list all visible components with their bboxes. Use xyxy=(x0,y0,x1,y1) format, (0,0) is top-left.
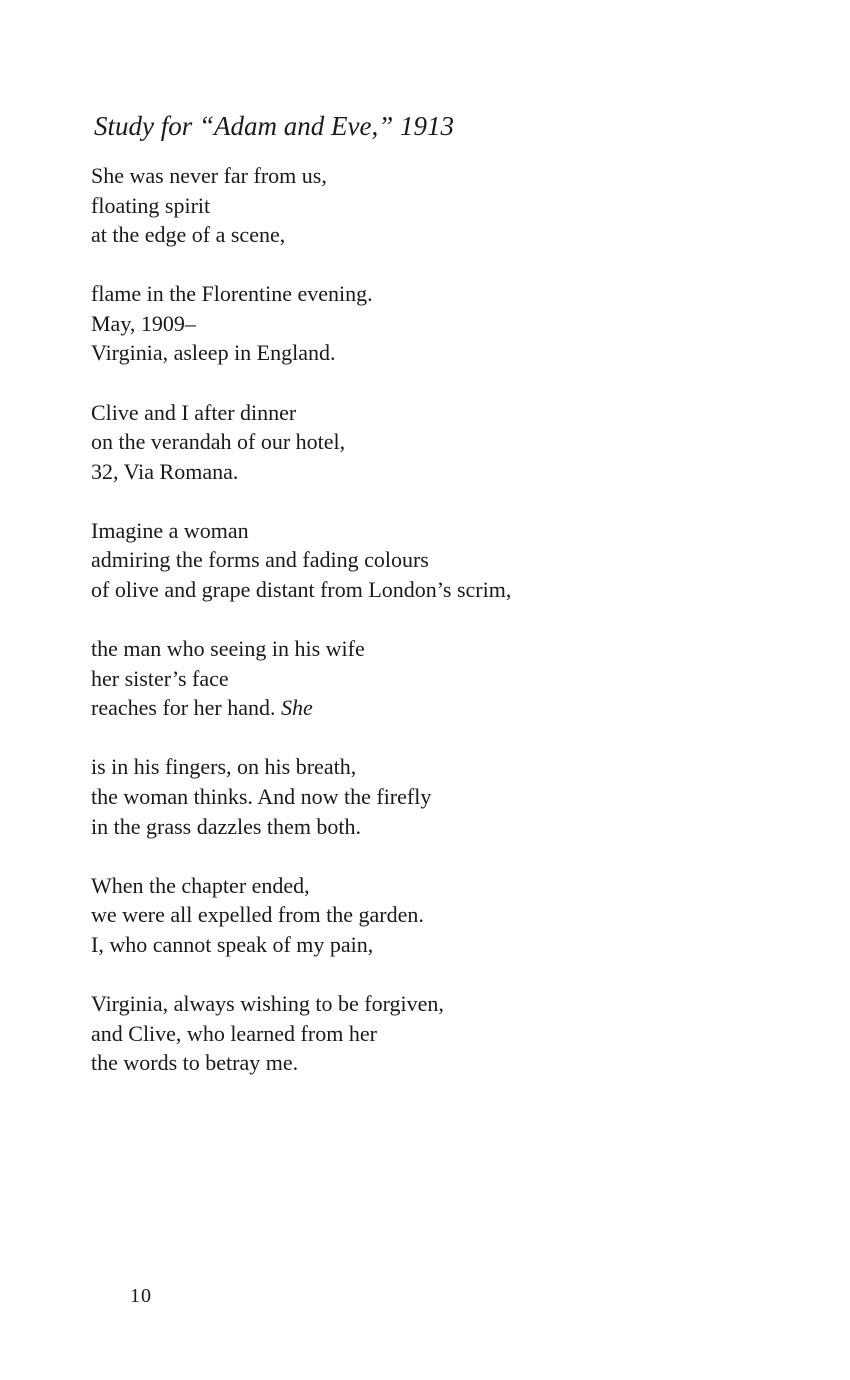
italic-word: She xyxy=(280,695,313,721)
poem-line: and Clive, who learned from her xyxy=(91,1020,377,1046)
stanza xyxy=(91,989,791,1078)
poem-line: When the chapter ended, xyxy=(91,872,310,898)
stanza xyxy=(91,279,791,368)
poem-line: admiring the forms and fading colours xyxy=(91,547,429,573)
poem-line-text: reaches for her hand. xyxy=(91,695,276,721)
stanza xyxy=(91,752,791,841)
poem-line: flame in the Florentine evening. xyxy=(91,281,373,307)
poem-line: the man who seeing in his wife xyxy=(91,636,365,662)
poem-line: I, who cannot speak of my pain, xyxy=(91,931,374,957)
poem-line: Clive and I after dinner xyxy=(91,399,297,425)
poem-line: of olive and grape distant from London’s scrim, xyxy=(91,577,512,603)
page-number: 10 xyxy=(130,1285,152,1307)
poem-body xyxy=(91,161,791,1107)
poem-line: is in his fingers, on his breath, xyxy=(91,754,357,780)
poem-line: her sister’s face xyxy=(91,665,229,691)
stanza xyxy=(91,634,791,723)
poem-title: Study for “Adam and Eve,” 1913 xyxy=(94,111,454,141)
poem-line: She was never far from us, xyxy=(91,163,327,188)
stanza xyxy=(91,161,791,250)
stanza xyxy=(91,871,791,960)
poem-line: floating spirit xyxy=(91,192,211,218)
stanza xyxy=(91,398,791,487)
poem-line: the words to betray me. xyxy=(91,1050,299,1076)
poem-line: Imagine a woman xyxy=(91,517,249,543)
poem-line: we were all expelled from the garden. xyxy=(91,902,424,928)
poem-line: 32, Via Romana. xyxy=(91,458,239,484)
poem-line: on the verandah of our hotel, xyxy=(91,429,346,455)
poem-line: May, 1909– xyxy=(91,310,196,336)
poem-line: Virginia, always wishing to be forgiven, xyxy=(91,990,444,1016)
stanza xyxy=(91,516,791,605)
poem-line: at the edge of a scene, xyxy=(91,222,286,248)
poem-line xyxy=(91,693,791,723)
poem-line: in the grass dazzles them both. xyxy=(91,813,362,839)
poem-line: the woman thinks. And now the firefly xyxy=(91,784,432,809)
poem-line: Virginia, asleep in England. xyxy=(91,340,336,366)
